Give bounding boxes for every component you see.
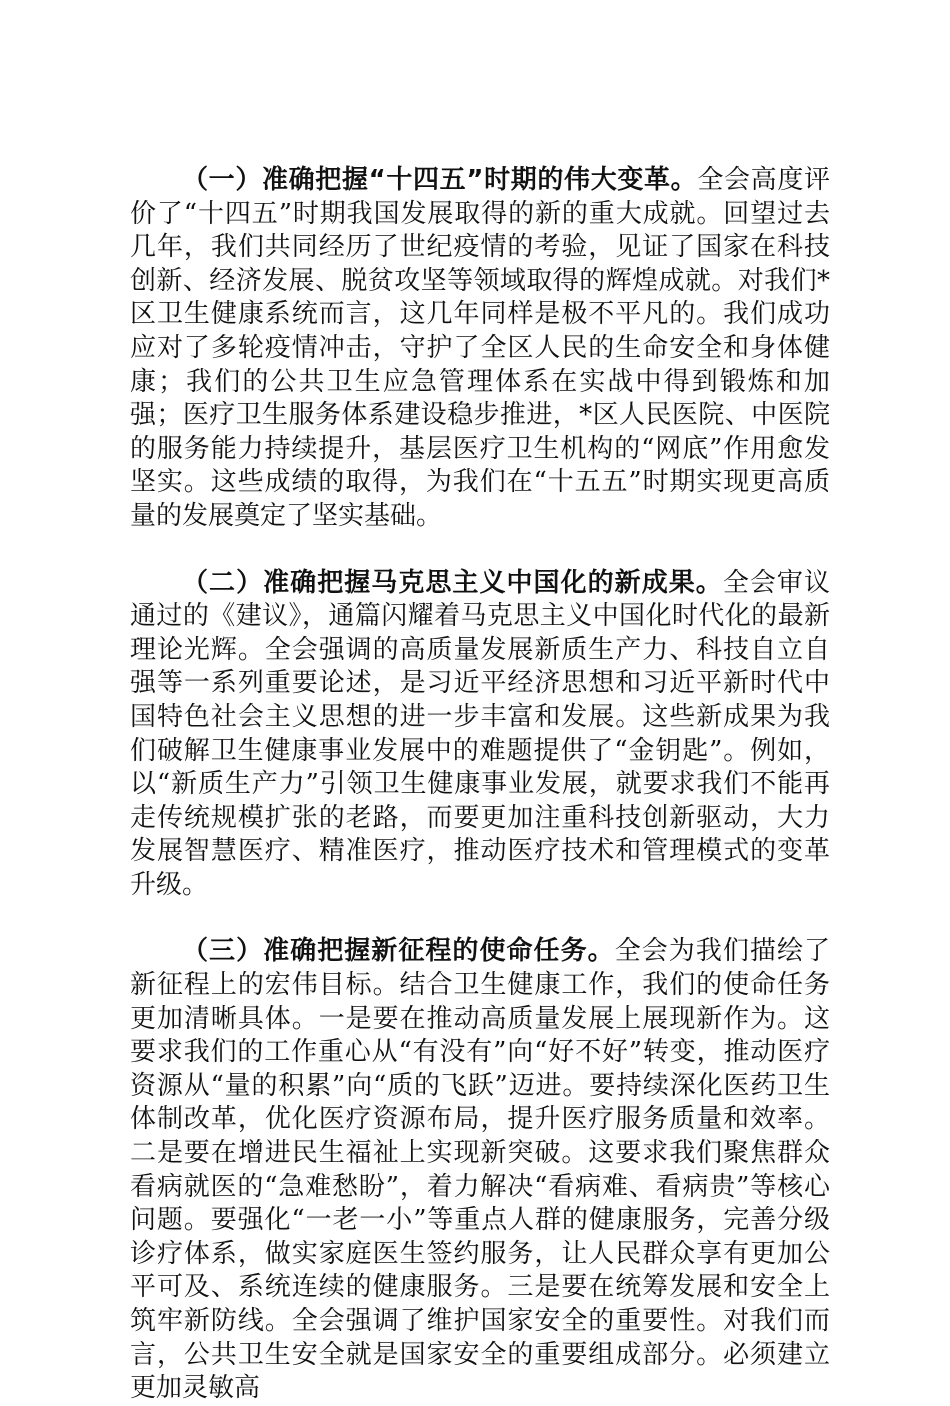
paragraph-3-heading: （三）准确把握新征程的使命任务。 — [182, 936, 615, 967]
paragraph-1 — [130, 164, 830, 534]
paragraph-1-body: 全会高度评价了“十四五”时期我国发展取得的新的重大成就。回望过去几年，我们共同经历了世纪疫情的考验，见证了国家在科技创新、经济发展、脱贫攻坚等领域取得的辉煌成就。对我们*区卫生健康系统而言，这几年同样是极不平凡的。我们成功应对了多轮疫情冲击，守护了全区人民的生命安全和身体健康；我们的公共卫生应急管理体系在实战中得到锻炼和加强；医疗卫生服务体系建设稳步推进，*区人民医院、中医院的服务能力持续提升，基层医疗卫生机构的“网底”作用愈发坚实。这些成绩的取得，为我们在“十五五”时期实现更高质量的发展奠定了坚实基础。 — [130, 165, 830, 531]
paragraph-3-body: 全会为我们描绘了新征程上的宏伟目标。结合卫生健康工作，我们的使命任务更加清晰具体。一是要在推动高质量发展上展现新作为。这要求我们的工作重心从“有没有”向“好不好”转变，推动医疗资源从“量的积累”向“质的飞跃”迈进。要持续深化医药卫生体制改革，优化医疗资源布局，提升医疗服务质量和效率。二是要在增进民生福祉上实现新突破。这要求我们聚焦群众看病就医的“急难愁盼”，着力解决“看病难、看病贵”等核心问题。要强化“一老一小”等重点人群的健康服务，完善分级诊疗体系，做实家庭医生签约服务，让人民群众享有更加公平可及、系统连续的健康服务。三是要在统筹发展和安全上筑牢新防线。全会强调了维护国家安全的重要性。对我们而言，公共卫生安全就是国家安全的重要组成部分。必须建立更加灵敏高 — [130, 936, 830, 1404]
paragraph-1-heading: （一）准确把握“十四五”时期的伟大变革。 — [182, 165, 698, 195]
paragraph-2 — [130, 567, 830, 903]
paragraph-3 — [130, 935, 830, 1405]
document-page — [130, 164, 830, 1406]
paragraph-2-heading: （二）准确把握马克思主义中国化的新成果。 — [182, 567, 723, 598]
paragraph-2-body: 全会审议通过的《建议》，通篇闪耀着马克思主义中国化时代化的最新理论光辉。全会强调的高质量发展新质生产力、科技自立自强等一系列重要论述，是习近平经济思想和习近平新时代中国特色社会主义思想的进一步丰富和发展。这些新成果为我们破解卫生健康事业发展中的难题提供了“金钥匙”。例如，以“新质生产力”引领卫生健康事业发展，就要求我们不能再走传统规模扩张的老路，而要更加注重科技创新驱动，大力发展智慧医疗、精准医疗，推动医疗技术和管理模式的变革升级。 — [130, 567, 830, 900]
